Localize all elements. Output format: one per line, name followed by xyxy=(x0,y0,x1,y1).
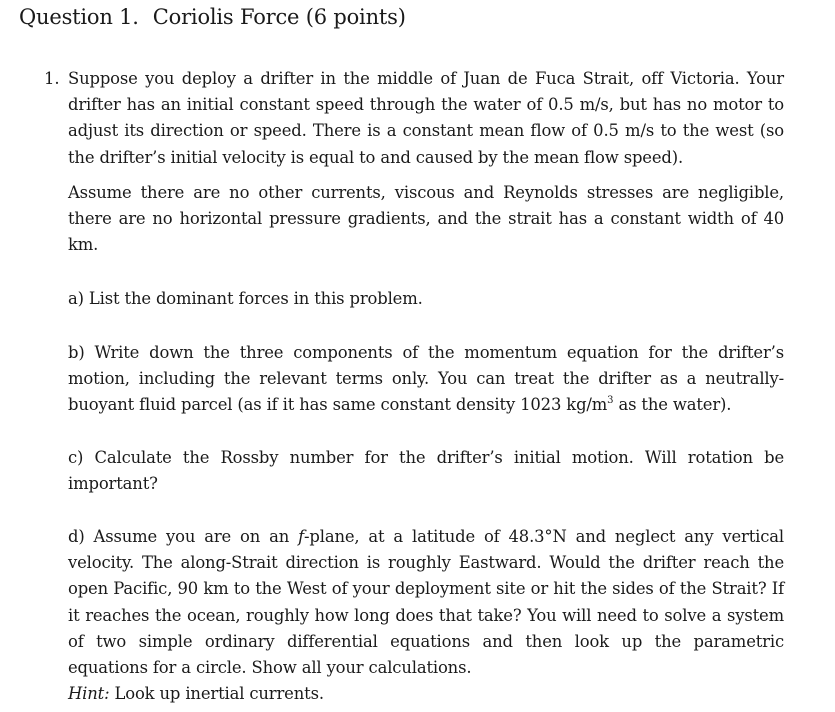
hint-text: Look up inertial currents. xyxy=(109,684,324,704)
intro-paragraph: Suppose you deploy a drifter in the middle of Juan de Fuca Strait, off Victoria. Your drifter has an initial constant speed through the water of 0.5 m/s, but has no motor to adjust its direction or speed. There is a constant mean flow of 0.5 m/s to the west (so the drifter’s initial velocity is equal to and caused by the mean flow speed). xyxy=(68,69,784,167)
question-heading xyxy=(19,4,406,30)
part-d-text-end: -plane, at a latitude of 48.3°N and neglect any vertical velocity. The along-Strait direction is roughly Eastward. Would the drifter reach the open Pacific, 90 km to the West of your deployment site or hit the sides of the Strait? If it reaches the ocean, roughly how long does that take? You will need to solve a system of two simple ordinary differential equations and then look up the parametric equations for a circle. Show all your calculations. xyxy=(68,527,784,678)
part-d-variable: f xyxy=(298,527,305,546)
part-b-superscript: 3 xyxy=(607,394,614,406)
hint-label: Hint: xyxy=(68,684,110,704)
part-c: c) Calculate the Rossby number for the drifter’s initial motion. Will rotation be important? xyxy=(68,448,784,494)
item-number: 1. xyxy=(44,69,60,88)
part-d xyxy=(68,524,784,707)
part-d-text: d) Assume you are on an xyxy=(68,527,299,546)
part-b xyxy=(68,340,784,419)
question-number: Question 1. xyxy=(19,5,139,29)
assumption-paragraph: Assume there are no other currents, viscous and Reynolds stresses are negligible, there are no horizontal pressure gradients, and the strait has a constant width of 40 km. xyxy=(68,183,784,255)
part-b-text-end: as the water). xyxy=(613,395,732,415)
part-b-text: b) Write down the three components of the momentum equation for the drifter’s motion, including the relevant terms only. You can treat the drifter as a neutrally-buoyant fluid parcel (as if it has same constant density 1023 kg/m xyxy=(68,343,784,415)
part-a: a) List the dominant forces in this problem. xyxy=(68,289,423,308)
question-title: Coriolis Force (6 points) xyxy=(152,5,406,29)
